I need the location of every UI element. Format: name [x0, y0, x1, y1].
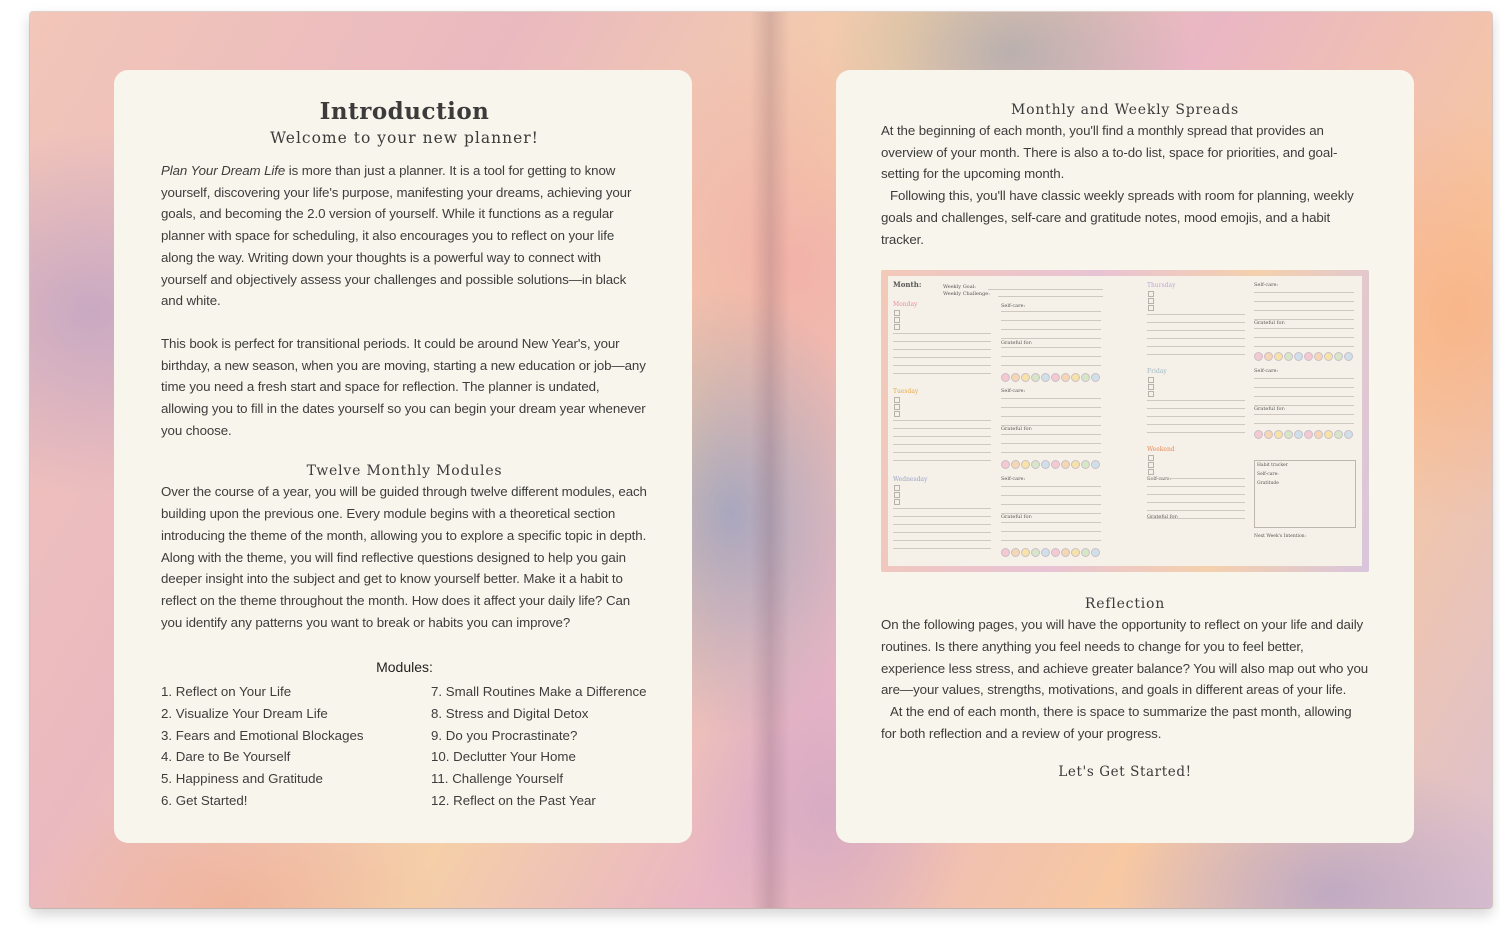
- preview-rule-line: [1001, 347, 1101, 348]
- preview-checkbox: [1148, 455, 1154, 461]
- preview-rule-line: [1254, 414, 1354, 415]
- preview-checkbox: [1148, 377, 1154, 383]
- preview-rule-line: [1254, 310, 1354, 311]
- preview-mood-emoji: [1021, 460, 1030, 469]
- right-page: [836, 70, 1414, 843]
- preview-mood-emoji: [1264, 430, 1273, 439]
- preview-checkbox: [894, 324, 900, 330]
- preview-checkbox: [1148, 391, 1154, 397]
- preview-day-thursday: Thursday: [1147, 282, 1176, 290]
- preview-rule-line: [1147, 518, 1245, 519]
- preview-rule-line: [893, 428, 991, 429]
- preview-rule-line: [1254, 337, 1354, 338]
- preview-grateful-label: Grateful for:: [1001, 514, 1033, 521]
- module-item: 12. Reflect on the Past Year: [431, 792, 596, 808]
- preview-mood-emoji: [1041, 548, 1050, 557]
- preview-rule-line: [1147, 478, 1245, 479]
- preview-mood-emoji: [1001, 460, 1010, 469]
- preview-mood-emoji: [1081, 548, 1090, 557]
- preview-mood-emoji: [1081, 373, 1090, 382]
- preview-mood-emoji: [1001, 373, 1010, 382]
- preview-rule-line: [1147, 400, 1245, 401]
- module-item: 1. Reflect on Your Life: [161, 684, 292, 700]
- preview-rule-line: [1147, 494, 1245, 495]
- preview-mood-emoji: [1264, 352, 1273, 361]
- left-page: [114, 70, 692, 843]
- preview-rule-line: [1147, 424, 1245, 425]
- preview-mood-emoji: [1001, 548, 1010, 557]
- spreads-paragraph-2: Following this, you'll have classic weekly spreads with room for planning, weekly goals and challenges, self-care and gratitude notes, mood emojis, and a habit tracker.: [881, 188, 1354, 247]
- preview-mood-emoji: [1334, 352, 1343, 361]
- preview-self-care-label: Self-care:: [1001, 388, 1026, 395]
- preview-rule-line: [1001, 356, 1101, 357]
- preview-next-week-label: Next Week's Intention:: [1254, 534, 1307, 540]
- preview-mood-emoji: [1021, 373, 1030, 382]
- preview-rule-line: [1001, 531, 1101, 532]
- module-item: 5. Happiness and Gratitude: [161, 771, 323, 787]
- preview-day-monday: Monday: [893, 301, 918, 309]
- preview-rule-line: [893, 357, 991, 358]
- page-title: Introduction: [319, 98, 490, 125]
- module-item: 3. Fears and Emotional Blockages: [161, 727, 364, 743]
- preview-rule-line: [1001, 320, 1101, 321]
- preview-mood-emoji: [1344, 352, 1353, 361]
- preview-mood-emoji: [1294, 430, 1303, 439]
- spreads-paragraph-1: At the beginning of each month, you'll find a monthly spread that provides an overview of your month. There is also a to-do list, space for priorities, and goal-setting for the upcoming month.: [881, 123, 1338, 182]
- modules-list: [161, 681, 648, 811]
- preview-rule-line: [1001, 434, 1101, 435]
- preview-rule-line: [1001, 365, 1101, 366]
- preview-mood-emoji: [1081, 460, 1090, 469]
- transition-paragraph: This book is perfect for transitional periods. It could be around New Year's, your birthday, a new season, when you are moving, starting a new education or job—any time you need a fresh start and space for reflection. The planner is undated, allowing you to fill in the dates yourself so you can begin your dream year whenever you choose.: [161, 335, 646, 438]
- reflection-paragraph-2: At the end of each month, there is space to summarize the past month, allowing for both reflection and a review of your progress.: [881, 704, 1352, 741]
- preview-rule-line: [1001, 513, 1101, 514]
- module-item: 6. Get Started!: [161, 792, 248, 808]
- preview-rule-line: [1254, 396, 1354, 397]
- preview-mood-emoji: [1051, 548, 1060, 557]
- modules-heading: Modules:: [376, 659, 433, 676]
- preview-rule-line: [1147, 354, 1245, 355]
- preview-mood-emoji: [1304, 352, 1313, 361]
- preview-grateful-label: Grateful for:: [1254, 406, 1286, 413]
- closing-line: Let's Get Started!: [1058, 764, 1192, 781]
- module-item: 11. Challenge Yourself: [431, 771, 564, 787]
- preview-checkbox: [1148, 384, 1154, 390]
- preview-rule-line: [893, 436, 991, 437]
- preview-month-label: Month:: [893, 280, 922, 290]
- preview-habit-tracker-label: Habit tracker: [1257, 463, 1288, 469]
- reflection-section-title: Reflection: [1084, 596, 1166, 613]
- module-item: 7. Small Routines Make a Difference: [431, 684, 647, 700]
- preview-rule-line: [893, 420, 991, 421]
- preview-checkbox: [894, 404, 900, 410]
- preview-rule-line: [1254, 387, 1354, 388]
- preview-rule-line: [1001, 504, 1101, 505]
- module-item: 8. Stress and Digital Detox: [431, 706, 589, 722]
- preview-mood-emoji: [1011, 373, 1020, 382]
- preview-rule-line: [1001, 495, 1101, 496]
- preview-weekly-challenge: Weekly Challenge:: [943, 291, 990, 298]
- preview-rule-line: [1254, 405, 1354, 406]
- preview-self-care-label: Self-care:: [1254, 368, 1279, 375]
- page-subtitle: Welcome to your new planner!: [270, 129, 539, 147]
- preview-rule-line: [1254, 319, 1354, 320]
- preview-rule-line: [1147, 432, 1245, 433]
- preview-mood-emoji: [1021, 548, 1030, 557]
- preview-rule-line: [1001, 416, 1101, 417]
- preview-rule-line: [893, 540, 991, 541]
- preview-mood-emoji: [1274, 430, 1283, 439]
- preview-rule-line: [1147, 346, 1245, 347]
- preview-rule-line: [1001, 522, 1101, 523]
- preview-rule-line: [1001, 311, 1101, 312]
- preview-checkbox: [1148, 469, 1154, 475]
- preview-rule-line: [893, 349, 991, 350]
- preview-checkbox: [894, 310, 900, 316]
- preview-mood-emoji: [1071, 460, 1080, 469]
- preview-mood-emoji: [1031, 373, 1040, 382]
- preview-mood-emoji: [1314, 430, 1323, 439]
- preview-day-friday: Friday: [1147, 368, 1167, 376]
- preview-mood-emoji: [1324, 430, 1333, 439]
- module-item: 10. Declutter Your Home: [431, 749, 576, 765]
- preview-self-care-label: Self-care:: [1147, 476, 1172, 483]
- preview-mood-emoji: [1041, 373, 1050, 382]
- preview-rule-line: [893, 444, 991, 445]
- preview-mood-emoji: [1061, 460, 1070, 469]
- preview-mood-emoji: [1334, 430, 1343, 439]
- preview-mood-emoji: [1294, 352, 1303, 361]
- preview-mood-emoji: [1051, 373, 1060, 382]
- preview-grateful-label: Grateful for:: [1001, 426, 1033, 433]
- preview-day-tuesday: Tuesday: [893, 388, 919, 396]
- preview-rule-line: [1147, 322, 1245, 323]
- intro-text: is more than just a planner. It is a tool for getting to know yourself, discovering your life's purpose, manifesting your dreams, achieving your goals, and becoming the 2.0 version of yourself. While it functions as a regular planner with space for scheduling, it also encourages you to reflect on your life along the way. Writing down your thoughts is a powerful way to connect with yourself and objectively assess your challenges and possible solutions—in black and white.: [161, 163, 632, 309]
- preview-checkbox: [1148, 305, 1154, 311]
- preview-rule-line: [893, 532, 991, 533]
- module-item: 2. Visualize Your Dream Life: [161, 706, 328, 722]
- preview-mood-emoji: [1091, 548, 1100, 557]
- preview-day-weekend: Weekend: [1147, 446, 1175, 454]
- preview-mood-emoji: [1324, 352, 1333, 361]
- preview-grateful-label: Grateful for:: [1254, 320, 1286, 327]
- preview-grateful-label: Grateful for:: [1001, 340, 1033, 347]
- preview-habit-gratitude: Gratitude: [1257, 481, 1279, 487]
- preview-rule-line: [1254, 423, 1354, 424]
- preview-rule-line: [1254, 292, 1354, 293]
- preview-rule-line: [1254, 346, 1354, 347]
- preview-rule-line: [1001, 338, 1101, 339]
- preview-mood-emoji: [1091, 460, 1100, 469]
- preview-sheet: [888, 276, 1362, 566]
- preview-mood-emoji: [1091, 373, 1100, 382]
- preview-checkbox: [1148, 298, 1154, 304]
- preview-rule-line: [1147, 416, 1245, 417]
- preview-rule-line: [893, 333, 991, 334]
- book-gutter: [750, 12, 790, 908]
- module-item: 4. Dare to Be Yourself: [161, 749, 291, 765]
- preview-checkbox: [894, 485, 900, 491]
- preview-rule-line: [893, 365, 991, 366]
- preview-checkbox: [1148, 462, 1154, 468]
- preview-mood-emoji: [1314, 352, 1323, 361]
- preview-rule-line: [1147, 510, 1245, 511]
- preview-checkbox: [1148, 291, 1154, 297]
- preview-grateful-label: Grateful for:: [1147, 514, 1179, 521]
- preview-rule-line: [893, 452, 991, 453]
- preview-mood-emoji: [1041, 460, 1050, 469]
- preview-checkbox: [894, 317, 900, 323]
- reflection-paragraph-1: On the following pages, you will have the opportunity to reflect on your life and daily routines. Is there anything you feel needs to change for you to feel better, experience less stress, and achieve greater balance? You will also map out who you are—your values, strengths, motivations, and goals in different areas of your life.: [881, 617, 1369, 698]
- preview-weekly-goal: Weekly Goal:: [943, 284, 976, 291]
- preview-self-care-label: Self-care:: [1001, 303, 1026, 310]
- preview-rule-line: [1001, 452, 1101, 453]
- preview-rule-line: [1254, 328, 1354, 329]
- preview-rule-line: [893, 341, 991, 342]
- weekly-spread-preview: [881, 270, 1369, 572]
- preview-mood-emoji: [1284, 352, 1293, 361]
- preview-mood-emoji: [1344, 430, 1353, 439]
- preview-rule-line: [1254, 301, 1354, 302]
- preview-checkbox: [894, 411, 900, 417]
- preview-mood-emoji: [1284, 430, 1293, 439]
- preview-rule-line: [1001, 425, 1101, 426]
- preview-rule-line: [1001, 329, 1101, 330]
- book-title: Plan Your Dream Life: [161, 163, 286, 178]
- preview-checkbox: [894, 492, 900, 498]
- modules-section-body: Over the course of a year, you will be guided through twelve different modules, each building upon the previous one. Every module begins with a theoretical section introducing the theme of the month, allowing you to explore a specific topic in depth. Along with the theme, you will find reflective questions designed to help you gain deeper insight into the subject and get to know yourself better. Make it a habit to reflect on the theme throughout the month. How does it affect your daily life? Can you identify any patterns you want to break or habits you can improve?: [161, 484, 647, 630]
- spreads-section-title: Monthly and Weekly Spreads: [1011, 102, 1239, 118]
- planner-book: [30, 12, 1492, 908]
- preview-mood-emoji: [1071, 373, 1080, 382]
- preview-mood-emoji: [1061, 373, 1070, 382]
- modules-column-2: [431, 681, 647, 811]
- preview-mood-emoji: [1254, 352, 1263, 361]
- preview-rule-line: [1001, 398, 1101, 399]
- preview-rule-line: [1001, 407, 1101, 408]
- preview-mood-emoji: [1304, 430, 1313, 439]
- preview-mood-emoji: [1031, 460, 1040, 469]
- preview-mood-emoji: [1051, 460, 1060, 469]
- preview-mood-emoji: [1274, 352, 1283, 361]
- preview-habit-self-care: Self-care:: [1257, 472, 1279, 478]
- preview-mood-emoji: [1011, 548, 1020, 557]
- modules-column-1: [161, 681, 431, 811]
- preview-checkbox: [894, 397, 900, 403]
- preview-mood-emoji: [1254, 430, 1263, 439]
- preview-rule-line: [893, 508, 991, 509]
- preview-checkbox: [894, 499, 900, 505]
- preview-habit-tracker: [1254, 460, 1356, 528]
- preview-rule-line: [893, 373, 991, 374]
- preview-rule-line: [893, 460, 991, 461]
- modules-section-title: Twelve Monthly Modules: [306, 463, 503, 480]
- preview-mood-emoji: [1061, 548, 1070, 557]
- preview-self-care-label: Self-care:: [1001, 476, 1026, 483]
- intro-paragraph: [161, 160, 648, 312]
- preview-rule-line: [1001, 486, 1101, 487]
- preview-rule-line: [1147, 502, 1245, 503]
- preview-rule-line: [1001, 443, 1101, 444]
- preview-rule-line: [893, 516, 991, 517]
- preview-rule-line: [893, 548, 991, 549]
- preview-rule-line: [1001, 540, 1101, 541]
- preview-rule-line: [1147, 330, 1245, 331]
- preview-rule-line: [1147, 486, 1245, 487]
- preview-rule-line: [1147, 314, 1245, 315]
- preview-day-wednesday: Wednesday: [893, 476, 928, 484]
- preview-rule-line: [1147, 408, 1245, 409]
- preview-rule-line: [1147, 338, 1245, 339]
- preview-rule-line: [1254, 378, 1354, 379]
- preview-mood-emoji: [1071, 548, 1080, 557]
- preview-mood-emoji: [1011, 460, 1020, 469]
- module-item: 9. Do you Procrastinate?: [431, 727, 578, 743]
- preview-self-care-label: Self-care:: [1254, 282, 1279, 289]
- preview-rule-line: [893, 524, 991, 525]
- preview-mood-emoji: [1031, 548, 1040, 557]
